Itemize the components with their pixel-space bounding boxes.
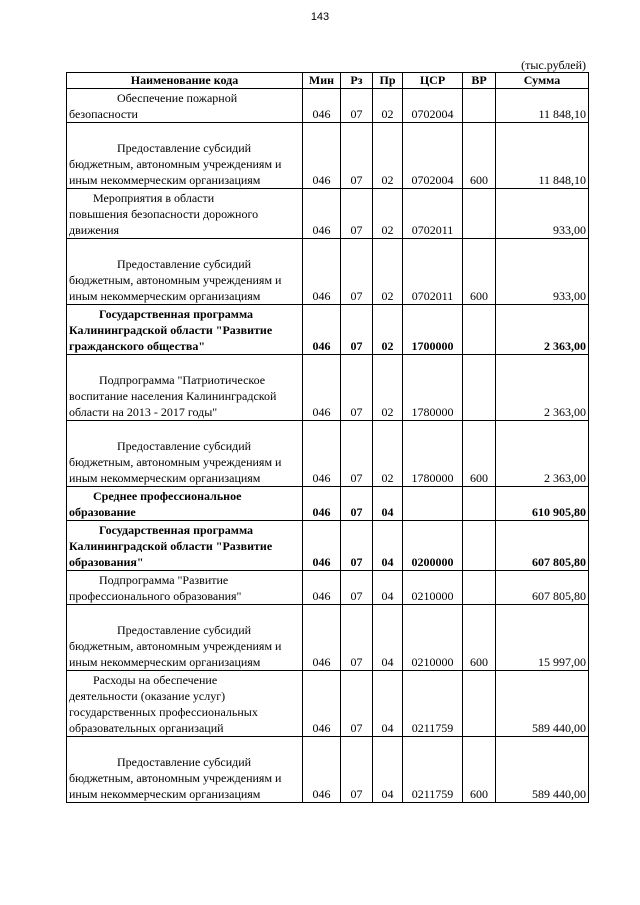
row-name xyxy=(67,737,303,803)
budget-table xyxy=(66,72,589,803)
cell-sum: 2 363,00 xyxy=(496,421,589,487)
name-line: иным некоммерческим организациям xyxy=(69,787,261,801)
name-line: Предоставление субсидий xyxy=(117,623,252,637)
cell-rz: 07 xyxy=(341,605,373,671)
row-name xyxy=(67,305,303,355)
cell-sum: 589 440,00 xyxy=(496,671,589,737)
cell-csr: 0211759 xyxy=(403,671,463,737)
name-line: Государственная программа xyxy=(99,523,254,537)
cell-rz: 07 xyxy=(341,737,373,803)
cell-rz: 07 xyxy=(341,89,373,123)
name-line: Калининградской области "Развитие xyxy=(69,539,273,553)
units-label: (тыс.рублей) xyxy=(521,58,586,72)
cell-csr xyxy=(403,487,463,521)
cell-min: 046 xyxy=(303,421,341,487)
cell-min: 046 xyxy=(303,605,341,671)
name-line: гражданского общества" xyxy=(69,339,206,353)
cell-sum: 610 905,80 xyxy=(496,487,589,521)
table-row xyxy=(67,123,589,189)
cell-csr: 0702004 xyxy=(403,123,463,189)
name-line: Подпрограмма "Патриотическое xyxy=(99,373,266,387)
cell-rz: 07 xyxy=(341,521,373,571)
cell-rz: 07 xyxy=(341,123,373,189)
name-line: профессионального образования" xyxy=(69,589,242,603)
name-line: образования" xyxy=(69,555,144,569)
name-line: образовательных организаций xyxy=(69,721,224,735)
name-line: деятельности (оказание услуг) xyxy=(69,689,226,703)
cell-rz: 07 xyxy=(341,189,373,239)
cell-vr xyxy=(463,89,496,123)
cell-pr: 04 xyxy=(373,605,403,671)
cell-sum: 933,00 xyxy=(496,239,589,305)
cell-vr xyxy=(463,521,496,571)
cell-pr: 04 xyxy=(373,571,403,605)
name-line: Среднее профессиональное xyxy=(93,489,242,503)
name-line: бюджетным, автономным учреждениям и xyxy=(69,771,282,785)
name-line: области на 2013 - 2017 годы" xyxy=(69,405,218,419)
header-sum: Сумма xyxy=(496,73,589,89)
cell-sum: 933,00 xyxy=(496,189,589,239)
name-line: иным некоммерческим организациям xyxy=(69,655,261,669)
cell-csr: 0210000 xyxy=(403,571,463,605)
cell-csr: 0702011 xyxy=(403,189,463,239)
cell-pr: 02 xyxy=(373,123,403,189)
table-row xyxy=(67,239,589,305)
cell-vr xyxy=(463,671,496,737)
page-number: 143 xyxy=(310,11,330,23)
cell-pr: 04 xyxy=(373,521,403,571)
header-vr: ВР xyxy=(463,73,496,89)
name-line: иным некоммерческим организациям xyxy=(69,471,261,485)
cell-sum: 607 805,80 xyxy=(496,571,589,605)
cell-min: 046 xyxy=(303,355,341,421)
cell-sum: 607 805,80 xyxy=(496,521,589,571)
cell-rz: 07 xyxy=(341,305,373,355)
name-line: Предоставление субсидий xyxy=(117,257,252,271)
header-rz: Рз xyxy=(341,73,373,89)
cell-rz: 07 xyxy=(341,355,373,421)
cell-vr: 600 xyxy=(463,605,496,671)
name-line: Предоставление субсидий xyxy=(117,439,252,453)
cell-vr: 600 xyxy=(463,737,496,803)
name-line: движения xyxy=(69,223,120,237)
name-line: государственных профессиональных xyxy=(69,705,258,719)
table-row xyxy=(67,737,589,803)
cell-min: 046 xyxy=(303,239,341,305)
header-name: Наименование кода xyxy=(67,73,303,89)
cell-sum: 15 997,00 xyxy=(496,605,589,671)
row-name xyxy=(67,355,303,421)
cell-sum: 11 848,10 xyxy=(496,123,589,189)
row-name xyxy=(67,421,303,487)
cell-pr: 04 xyxy=(373,671,403,737)
name-line: безопасности xyxy=(69,107,138,121)
cell-pr: 02 xyxy=(373,421,403,487)
table-row xyxy=(67,189,589,239)
cell-min: 046 xyxy=(303,571,341,605)
row-name xyxy=(67,189,303,239)
cell-min: 046 xyxy=(303,89,341,123)
table-row xyxy=(67,605,589,671)
cell-csr: 0702004 xyxy=(403,89,463,123)
table-row xyxy=(67,571,589,605)
cell-vr: 600 xyxy=(463,239,496,305)
row-name xyxy=(67,521,303,571)
header-pr: Пр xyxy=(373,73,403,89)
cell-csr: 0211759 xyxy=(403,737,463,803)
cell-vr xyxy=(463,571,496,605)
name-line: Государственная программа xyxy=(99,307,254,321)
name-line: бюджетным, автономным учреждениям и xyxy=(69,455,282,469)
cell-rz: 07 xyxy=(341,421,373,487)
cell-pr: 02 xyxy=(373,89,403,123)
cell-min: 046 xyxy=(303,305,341,355)
cell-vr xyxy=(463,189,496,239)
cell-sum: 11 848,10 xyxy=(496,89,589,123)
cell-vr: 600 xyxy=(463,421,496,487)
table-row xyxy=(67,671,589,737)
cell-vr xyxy=(463,305,496,355)
cell-pr: 02 xyxy=(373,305,403,355)
cell-sum: 2 363,00 xyxy=(496,305,589,355)
name-line: воспитание населения Калининградской xyxy=(69,389,277,403)
table-row xyxy=(67,355,589,421)
row-name xyxy=(67,89,303,123)
cell-rz: 07 xyxy=(341,239,373,305)
row-name xyxy=(67,123,303,189)
cell-rz: 07 xyxy=(341,571,373,605)
table-header-row xyxy=(67,73,589,89)
cell-csr: 0702011 xyxy=(403,239,463,305)
cell-csr: 1700000 xyxy=(403,305,463,355)
name-line: Подпрограмма "Развитие xyxy=(99,573,229,587)
row-name xyxy=(67,671,303,737)
cell-vr xyxy=(463,355,496,421)
name-line: Мероприятия в области xyxy=(93,191,215,205)
cell-rz: 07 xyxy=(341,671,373,737)
cell-vr xyxy=(463,487,496,521)
cell-rz: 07 xyxy=(341,487,373,521)
cell-csr: 0200000 xyxy=(403,521,463,571)
name-line: Предоставление субсидий xyxy=(117,141,252,155)
cell-min: 046 xyxy=(303,737,341,803)
cell-vr: 600 xyxy=(463,123,496,189)
cell-csr: 0210000 xyxy=(403,605,463,671)
cell-min: 046 xyxy=(303,487,341,521)
cell-pr: 02 xyxy=(373,189,403,239)
table-row xyxy=(67,521,589,571)
name-line: Предоставление субсидий xyxy=(117,755,252,769)
name-line: Расходы на обеспечение xyxy=(93,673,218,687)
name-line: образование xyxy=(69,505,136,519)
row-name xyxy=(67,605,303,671)
cell-sum: 589 440,00 xyxy=(496,737,589,803)
cell-min: 046 xyxy=(303,521,341,571)
name-line: бюджетным, автономным учреждениям и xyxy=(69,639,282,653)
row-name xyxy=(67,571,303,605)
name-line: бюджетным, автономным учреждениям и xyxy=(69,157,282,171)
name-line: Обеспечение пожарной xyxy=(117,91,238,105)
cell-pr: 04 xyxy=(373,487,403,521)
cell-pr: 04 xyxy=(373,737,403,803)
header-min: Мин xyxy=(303,73,341,89)
name-line: повышения безопасности дорожного xyxy=(69,207,259,221)
table-row xyxy=(67,421,589,487)
table-row xyxy=(67,89,589,123)
cell-min: 046 xyxy=(303,189,341,239)
name-line: иным некоммерческим организациям xyxy=(69,173,261,187)
name-line: Калининградской области "Развитие xyxy=(69,323,273,337)
table-row xyxy=(67,305,589,355)
row-name xyxy=(67,239,303,305)
cell-pr: 02 xyxy=(373,239,403,305)
name-line: иным некоммерческим организациям xyxy=(69,289,261,303)
cell-min: 046 xyxy=(303,671,341,737)
header-csr: ЦСР xyxy=(403,73,463,89)
row-name xyxy=(67,487,303,521)
cell-min: 046 xyxy=(303,123,341,189)
cell-sum: 2 363,00 xyxy=(496,355,589,421)
cell-pr: 02 xyxy=(373,355,403,421)
table-row xyxy=(67,487,589,521)
cell-csr: 1780000 xyxy=(403,355,463,421)
cell-csr: 1780000 xyxy=(403,421,463,487)
name-line: бюджетным, автономным учреждениям и xyxy=(69,273,282,287)
